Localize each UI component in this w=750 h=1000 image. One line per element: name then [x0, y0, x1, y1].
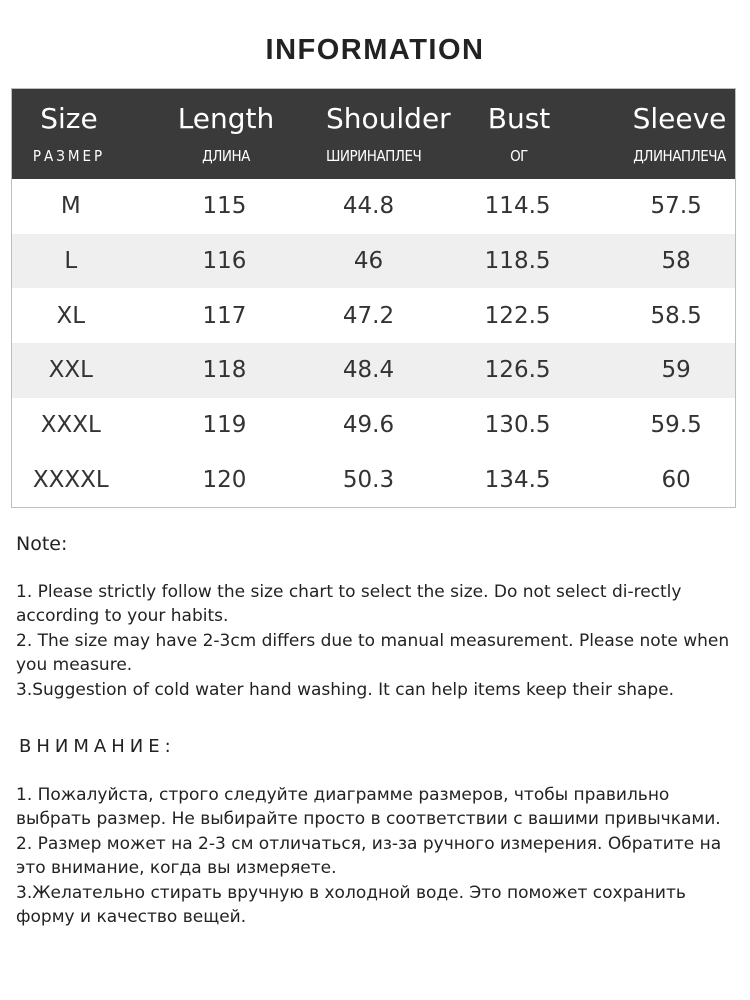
- header-shoulder: [326, 89, 451, 179]
- cell-shoulder: 47.2: [342, 302, 395, 329]
- note-ru-line: 3.Желательно стирать вручную в холодной воде. Это поможет сохранить форму и качество вещей.: [16, 882, 686, 927]
- header-sleeve: [624, 89, 735, 179]
- table-header: [12, 89, 735, 179]
- table-row: [12, 288, 735, 343]
- header-bust-label-ru: ОГ: [510, 147, 528, 165]
- note-ru-title: ВНИМАНИЕ:: [19, 736, 176, 757]
- note-ru-line: 1. Пожалуйста, строго следуйте диаграмме размеров, чтобы правильно выбрать размер. Не выбирайте просто в соответствии с вашими привычками.: [16, 784, 721, 829]
- note-ru-line: 2. Размер может на 2-3 см отличаться, из-за ручного измерения. Обратите на это внимание, когда вы измеряете.: [16, 833, 722, 878]
- header-bust-label: Bust: [487, 102, 551, 135]
- header-sleeve-label-ru: ДЛИНАПЛЕЧА: [633, 147, 726, 165]
- cell-bust: 118.5: [484, 248, 551, 275]
- cell-size: XXXXL: [32, 466, 109, 493]
- cell-shoulder: 46: [353, 248, 384, 275]
- cell-shoulder: 50.3: [342, 466, 395, 493]
- table-row: [12, 452, 735, 507]
- cell-size: M: [60, 193, 81, 220]
- header-bust: [414, 89, 624, 179]
- cell-sleeve: 57.5: [650, 193, 702, 220]
- cell-length: 119: [202, 412, 247, 439]
- cell-sleeve: 58: [661, 248, 691, 275]
- cell-size: XXXL: [40, 412, 101, 439]
- header-sleeve-label: Sleeve: [632, 102, 727, 135]
- note-line: 1. Please strictly follow the size chart to select the size. Do not select di-rectly according to your habits.: [16, 581, 682, 626]
- cell-bust: 122.5: [484, 302, 551, 329]
- note-line: 2. The size may have 2-3cm differs due to manual measurement. Please note when you measure.: [16, 630, 730, 675]
- size-chart-table: [11, 88, 736, 508]
- cell-shoulder: 48.4: [342, 357, 395, 384]
- cell-bust: 114.5: [484, 193, 551, 220]
- cell-bust: 130.5: [484, 412, 551, 439]
- cell-sleeve: 60: [661, 466, 691, 493]
- page-title: INFORMATION: [265, 34, 485, 66]
- header-size-label: Size: [40, 102, 98, 135]
- cell-size: XL: [56, 302, 86, 329]
- header-size: [12, 89, 126, 179]
- table-row: [12, 179, 735, 234]
- note-title: Note:: [16, 533, 68, 555]
- cell-size: L: [64, 248, 78, 275]
- cell-length: 117: [202, 302, 247, 329]
- header-length: [126, 89, 326, 179]
- cell-shoulder: 44.8: [342, 193, 395, 220]
- header-length-label: Length: [177, 102, 275, 135]
- cell-length: 115: [202, 193, 247, 220]
- header-shoulder-label-ru: ШИРИНАПЛЕЧ: [326, 147, 422, 165]
- header-size-label-ru: РАЗМЕР: [32, 147, 106, 165]
- cell-sleeve: 59: [661, 357, 691, 384]
- cell-shoulder: 49.6: [342, 412, 395, 439]
- cell-sleeve: 58.5: [650, 302, 702, 329]
- note-line: 3.Suggestion of cold water hand washing. It can help items keep their shape.: [16, 679, 675, 700]
- cell-size: XXL: [48, 357, 93, 384]
- header-shoulder-label: Shoulder: [326, 102, 451, 135]
- table-row: [12, 398, 735, 453]
- table-row: [12, 234, 735, 289]
- table-row: [12, 343, 735, 398]
- cell-sleeve: 59.5: [650, 412, 702, 439]
- cell-bust: 126.5: [484, 357, 551, 384]
- notes-section: [16, 532, 731, 930]
- cell-bust: 134.5: [484, 466, 551, 493]
- cell-length: 120: [202, 466, 247, 493]
- header-length-label-ru: ДЛИНА: [202, 147, 250, 165]
- cell-length: 116: [202, 248, 247, 275]
- cell-length: 118: [202, 357, 247, 384]
